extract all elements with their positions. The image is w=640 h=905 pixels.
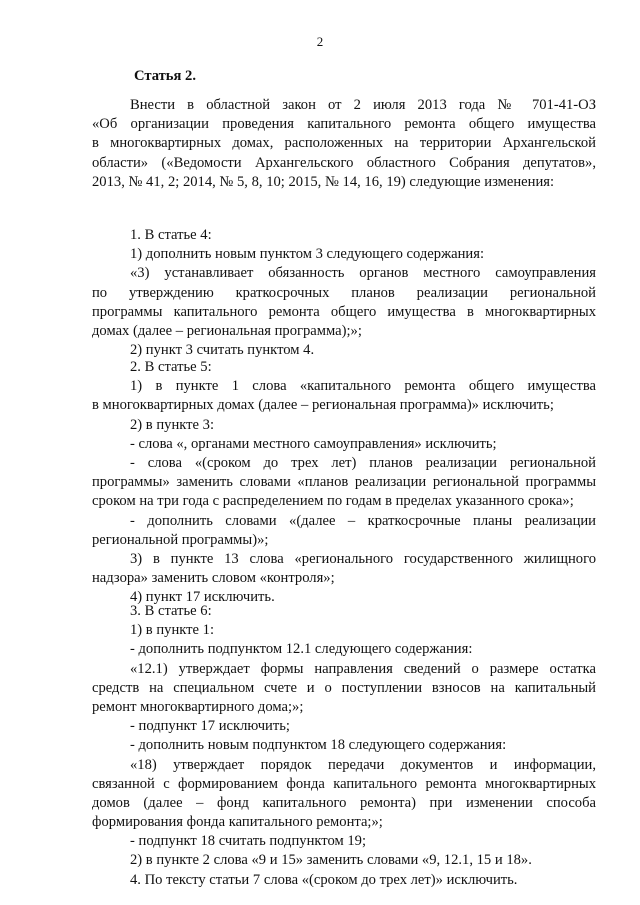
text-line: 3) в пункте 13 слова «регионального государственного жилищного (130, 550, 596, 567)
intro-paragraph (92, 96, 596, 192)
text-line: - дополнить подпунктом 12.1 следующего содержания: (130, 641, 473, 658)
section-heading: 2. В статье 5: (130, 359, 212, 375)
text-line: 1) в пункте 1 слова «капитального ремонта общего имущества (130, 378, 596, 395)
text-line: «12.1) утверждает формы направления сведений о размере остатка (130, 660, 596, 677)
text-line: - слова «, органами местного самоуправления» исключить; (130, 435, 497, 452)
section-article-4 (92, 226, 596, 360)
text-line: «Об организации проведения капитального ремонта общего имущества (92, 116, 596, 133)
text-line: в многоквартирных домах (далее – региональная программа)» исключить; (92, 397, 554, 414)
text-line: 2) в пункте 2 слова «9 и 15» заменить словами «9, 12.1, 15 и 18». (130, 852, 532, 869)
text-line: программы» заменить словами «планов реализации региональной программы (92, 474, 596, 491)
section-heading: 4. По тексту статьи 7 слова «(сроком до трех лет)» исключить. (130, 871, 518, 888)
text-line: надзора» заменить словом «контроля»; (92, 570, 335, 587)
text-line: области» («Ведомости Архангельского областного Собрания депутатов», (92, 154, 596, 171)
text-line: - слова «(сроком до трех лет) планов реализации региональной (130, 454, 596, 471)
text-line: - подпункт 18 считать подпунктом 19; (130, 833, 367, 850)
text-line: региональной программы)»; (92, 531, 269, 548)
text-line: ремонт многоквартирного дома;»; (92, 698, 304, 715)
text-line: 2) пункт 3 считать пунктом 4. (130, 342, 315, 359)
text-line: 1) в пункте 1: (130, 622, 215, 639)
text-line: 2013, № 41, 2; 2014, № 5, 8, 10; 2015, № 14, 16, 19) следующие изменения: (92, 173, 555, 190)
section-heading: 1. В статье 4: (130, 227, 212, 243)
text-line: - подпункт 17 исключить; (130, 718, 290, 735)
section-article-5 (92, 358, 596, 607)
text-line: - дополнить словами «(далее – краткосрочные планы реализации (130, 512, 596, 529)
text-line: домов (далее – фонд капитального ремонта) при изменении способа (92, 794, 596, 811)
text-line: «3) устанавливает обязанность органов местного самоуправления (130, 265, 596, 282)
section-heading: 3. В статье 6: (130, 603, 212, 619)
article-title: Статья 2. (134, 68, 196, 84)
text-line: 4) пункт 17 исключить. (130, 589, 275, 606)
text-line: формирования фонда капитального ремонта;»; (92, 814, 383, 831)
text-line: 1) дополнить новым пунктом 3 следующего содержания: (130, 246, 485, 263)
section-article-6 (92, 602, 596, 890)
text-line: Внести в областной закон от 2 июля 2013 года № 701-41-ОЗ (130, 97, 596, 113)
text-line: в многоквартирных домах, расположенных на территории Архангельской (92, 135, 596, 152)
text-line: домах (далее – региональная программа);»; (92, 322, 362, 339)
text-line: средств на специальном счете и о поступлении взносов на капитальный (92, 679, 596, 696)
text-line: связанной с формированием фонда капитального ремонта многоквартирных (92, 775, 596, 792)
page-number: 2 (316, 34, 324, 49)
text-line: сроком на три года с распределением по годам в пределах указанного срока»; (92, 493, 574, 510)
text-line: 2) в пункте 3: (130, 416, 215, 433)
text-line: «18) утверждает порядок передачи документов и информации, (130, 756, 596, 773)
text-line: программы капитального ремонта общего имущества в многоквартирных (92, 303, 596, 320)
text-line: - дополнить новым подпунктом 18 следующего содержания: (130, 737, 507, 754)
text-line: по утверждению краткосрочных планов реализации региональной (92, 284, 596, 301)
